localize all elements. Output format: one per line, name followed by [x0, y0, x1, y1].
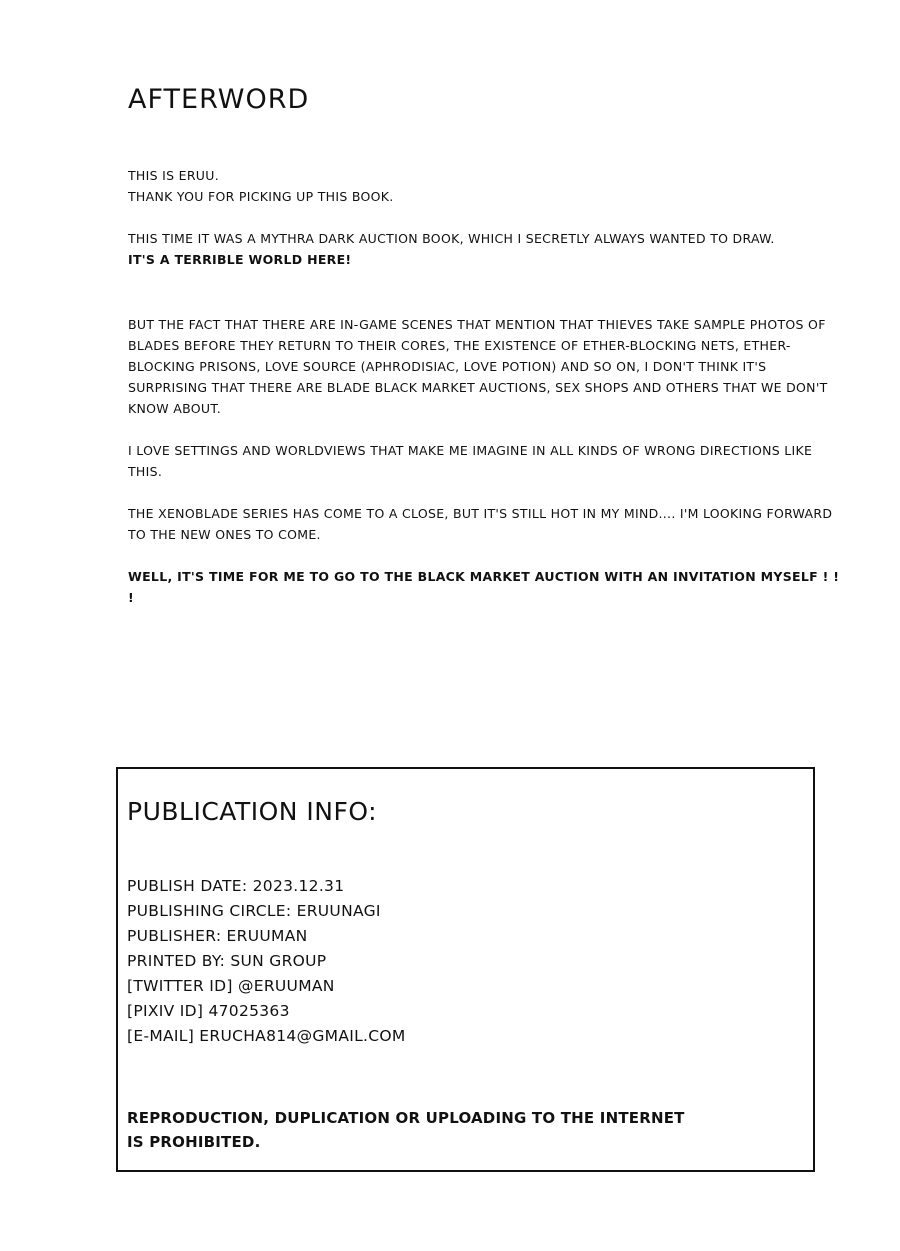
afterword-line: THIS IS ERUU.	[128, 168, 219, 183]
afterword-paragraph-5: THE XENOBLADE SERIES HAS COME TO A CLOSE, BUT IT'S STILL HOT IN MY MIND.... I'M LOOKING FORWARD TO THE NEW ONES TO COME.	[128, 506, 833, 542]
copyright-notice	[127, 1106, 685, 1154]
afterword-title: AFTERWORD	[128, 84, 310, 115]
afterword-paragraph-4: I LOVE SETTINGS AND WORLDVIEWS THAT MAKE ME IMAGINE IN ALL KINDS OF WRONG DIRECTIONS LIKE THIS.	[128, 443, 813, 479]
printed-by: PRINTED BY: SUN GROUP	[127, 952, 327, 970]
afterword-emphasis-line: IT'S A TERRIBLE WORLD HERE!	[128, 252, 352, 267]
afterword-paragraph-1	[128, 165, 848, 207]
afterword-closing-paragraph: WELL, IT'S TIME FOR ME TO GO TO THE BLACK MARKET AUCTION WITH AN INVITATION MYSELF ! ! !	[128, 569, 840, 605]
twitter-id: [TWITTER ID] @ERUUMAN	[127, 977, 335, 995]
afterword-paragraph-2	[128, 228, 848, 270]
afterword-paragraph-3: BUT THE FACT THAT THERE ARE IN-GAME SCENES THAT MENTION THAT THIEVES TAKE SAMPLE PHOTOS OF BLADES BEFORE THEY RETURN TO THEIR CORES, THE EXISTENCE OF ETHER-BLOCKING NETS, ETHER-BLOCKING PRISONS, LOVE SOURCE (APHRODISIAC, LOVE POTION) AND SO ON, I DON'T THINK IT'S SURPRISING THAT THERE ARE BLADE BLACK MARKET AUCTIONS, SEX SHOPS AND OTHERS THAT WE DON'T KNOW ABOUT.	[128, 317, 828, 416]
publication-info-box	[116, 767, 815, 1172]
afterword-line: THANK YOU FOR PICKING UP THIS BOOK.	[128, 189, 394, 204]
copyright-notice-line: IS PROHIBITED.	[127, 1133, 261, 1151]
copyright-notice-line: REPRODUCTION, DUPLICATION OR UPLOADING TO THE INTERNET	[127, 1109, 685, 1127]
afterword-body	[128, 165, 848, 629]
pixiv-id: [PIXIV ID] 47025363	[127, 1002, 290, 1020]
publication-info-title: PUBLICATION INFO:	[127, 797, 378, 826]
email: [E-MAIL] ERUCHA814@GMAIL.COM	[127, 1027, 406, 1045]
afterword-line: THIS TIME IT WAS A MYTHRA DARK AUCTION BOOK, WHICH I SECRETLY ALWAYS WANTED TO DRAW.	[128, 231, 775, 246]
publishing-circle: PUBLISHING CIRCLE: ERUUNAGI	[127, 902, 381, 920]
publish-date: PUBLISH DATE: 2023.12.31	[127, 877, 345, 895]
publisher: PUBLISHER: ERUUMAN	[127, 927, 308, 945]
publication-info-lines	[127, 874, 406, 1049]
